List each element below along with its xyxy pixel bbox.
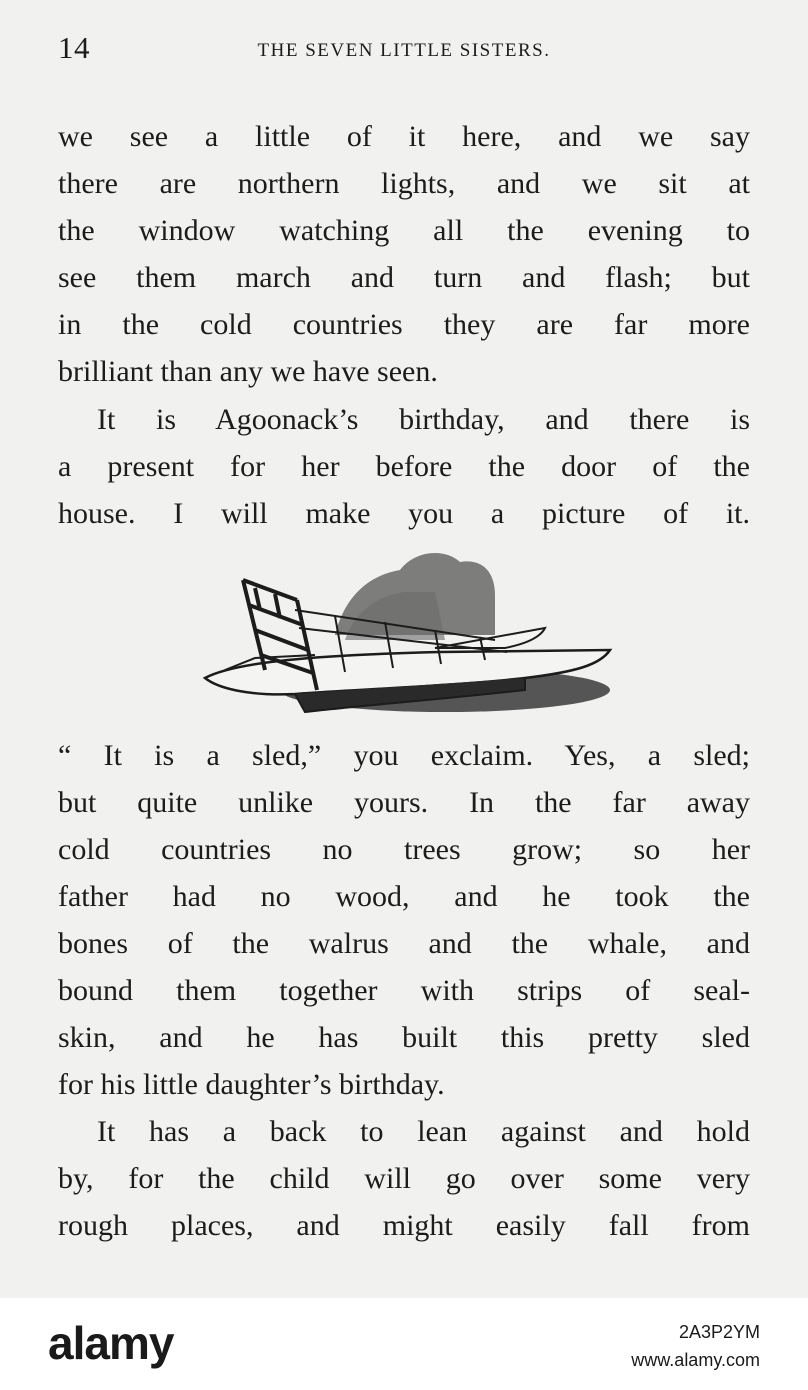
text-line: we see a little of it here, and we say	[58, 120, 750, 153]
text-line: It is Agoonack’s birthday, and there is	[97, 403, 750, 436]
text-line: brilliant than any we have seen.	[58, 355, 438, 388]
text-line: It has a back to lean against and hold	[97, 1115, 750, 1148]
text-line: see them march and turn and flash; but	[58, 261, 750, 294]
text-line: in the cold countries they are far more	[58, 308, 750, 341]
paragraph	[58, 1108, 750, 1249]
text-line: rough places, and might easily fall from	[58, 1209, 750, 1242]
text-line: by, for the child will go over some very	[58, 1162, 750, 1195]
text-line: father had no wood, and he took the	[58, 880, 750, 913]
paragraph	[58, 396, 750, 537]
text-line: but quite unlike yours. In the far away	[58, 786, 750, 819]
paragraph	[58, 113, 750, 395]
text-line: bound them together with strips of seal-	[58, 974, 750, 1007]
text-line: a present for her before the door of the	[58, 450, 750, 483]
site-url: www.alamy.com	[631, 1350, 760, 1370]
sled-engraving-icon	[195, 540, 615, 725]
alamy-logo: alamy	[48, 1317, 174, 1369]
running-title: THE SEVEN LITTLE SISTERS.	[257, 40, 551, 61]
stock-footer	[0, 1298, 808, 1390]
paragraph	[58, 732, 750, 1108]
text-line: the window watching all the evening to	[58, 214, 750, 247]
text-line: skin, and he has built this pretty sled	[58, 1021, 750, 1054]
image-id: 2A3P2YM	[678, 1322, 760, 1342]
text-line: there are northern lights, and we sit at	[58, 167, 750, 200]
text-line: for his little daughter’s birthday.	[58, 1068, 445, 1101]
text-line: “ It is a sled,” you exclaim. Yes, a sled;	[58, 739, 750, 772]
page-number: 14	[58, 30, 90, 65]
text-line: cold countries no trees grow; so her	[58, 833, 750, 866]
text-line: house. I will make you a picture of it.	[58, 497, 750, 530]
text-line: bones of the walrus and the whale, and	[58, 927, 750, 960]
